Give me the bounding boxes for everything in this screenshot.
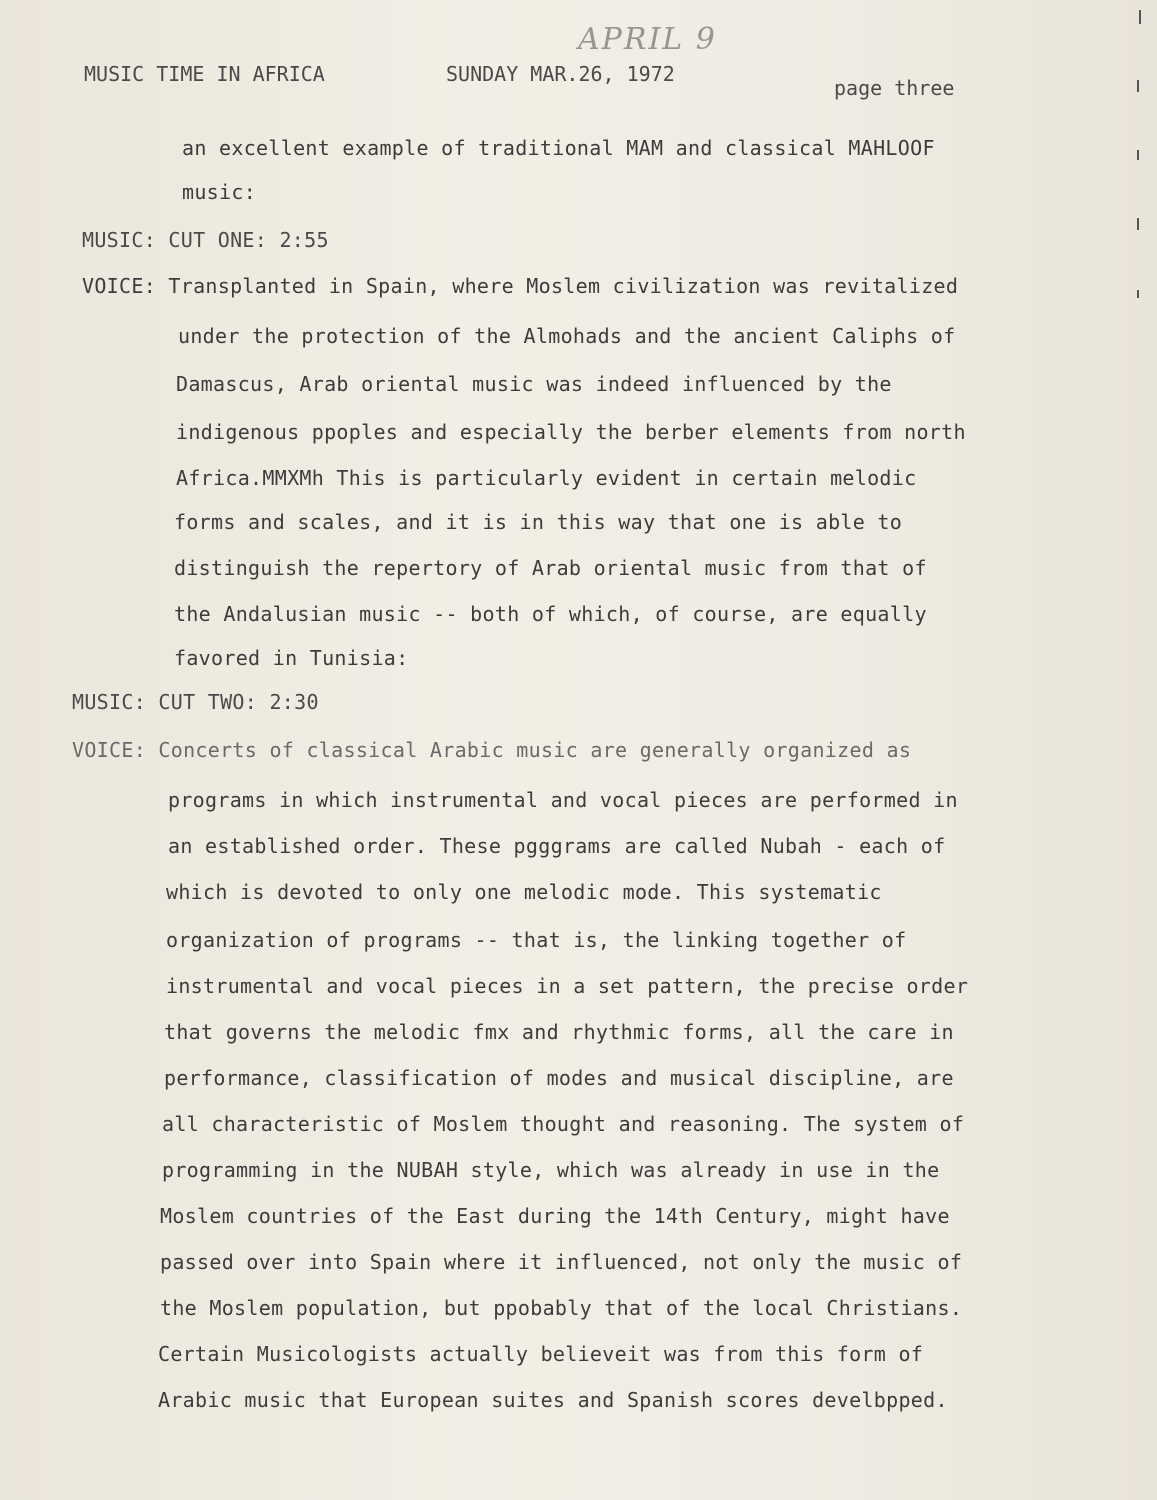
- music-cue-two: MUSIC: CUT TWO: 2:30: [72, 690, 319, 714]
- page-number: page three: [834, 76, 955, 100]
- text-line: Damascus, Arab oriental music was indeed influenced by the: [176, 372, 892, 396]
- text-line: programming in the NUBAH style, which was already in use in the: [162, 1158, 940, 1182]
- text-line: passed over into Spain where it influenced, not only the music of: [160, 1250, 963, 1274]
- text-line: programs in which instrumental and vocal pieces are performed in: [168, 788, 958, 812]
- text-line: music:: [182, 180, 257, 204]
- music-cue-one: MUSIC: CUT ONE: 2:55: [82, 228, 329, 252]
- margin-punch-mark: [1137, 218, 1139, 230]
- margin-punch-mark: [1137, 80, 1139, 92]
- text-line: Arabic music that European suites and Spanish scores develbpped.: [158, 1388, 948, 1412]
- broadcast-date: SUNDAY MAR.26, 1972: [446, 62, 675, 86]
- text-line: an excellent example of traditional MAM and classical MAHLOOF: [182, 136, 935, 160]
- program-title: MUSIC TIME IN AFRICA: [84, 62, 325, 86]
- text-line: VOICE: Concerts of classical Arabic music are generally organized as: [72, 738, 912, 762]
- text-line: performance, classification of modes and musical discipline, are: [164, 1066, 954, 1090]
- text-line: under the protection of the Almohads and the ancient Caliphs of: [178, 324, 956, 348]
- text-line: an established order. These pgggrams are called Nubah - each of: [168, 834, 946, 858]
- margin-punch-mark: [1137, 150, 1139, 160]
- text-line: instrumental and vocal pieces in a set pattern, the precise order: [166, 974, 969, 998]
- handwritten-date-note: APRIL 9: [578, 22, 717, 57]
- text-line: the Andalusian music -- both of which, of course, are equally: [174, 602, 927, 626]
- text-line: favored in Tunisia:: [174, 646, 409, 670]
- text-line: forms and scales, and it is in this way that one is able to: [174, 510, 903, 534]
- margin-punch-mark: [1139, 10, 1141, 24]
- text-line: the Moslem population, but ppobably that of the local Christians.: [160, 1296, 963, 1320]
- text-line: Certain Musicologists actually believeit was from this form of: [158, 1342, 924, 1366]
- text-line: organization of programs -- that is, the linking together of: [166, 928, 907, 952]
- text-line: which is devoted to only one melodic mode. This systematic: [166, 880, 882, 904]
- text-line: Moslem countries of the East during the 14th Century, might have: [160, 1204, 950, 1228]
- text-line: that governs the melodic fmx and rhythmic forms, all the care in: [164, 1020, 954, 1044]
- margin-punch-mark: [1137, 290, 1139, 298]
- text-line: distinguish the repertory of Arab oriental music from that of: [174, 556, 927, 580]
- text-line: VOICE: Transplanted in Spain, where Moslem civilization was revitalized: [82, 274, 959, 298]
- text-line: all characteristic of Moslem thought and reasoning. The system of: [162, 1112, 965, 1136]
- text-line: indigenous ppoples and especially the berber elements from north: [176, 420, 966, 444]
- text-line: Africa.MMXMh This is particularly evident in certain melodic: [176, 466, 917, 490]
